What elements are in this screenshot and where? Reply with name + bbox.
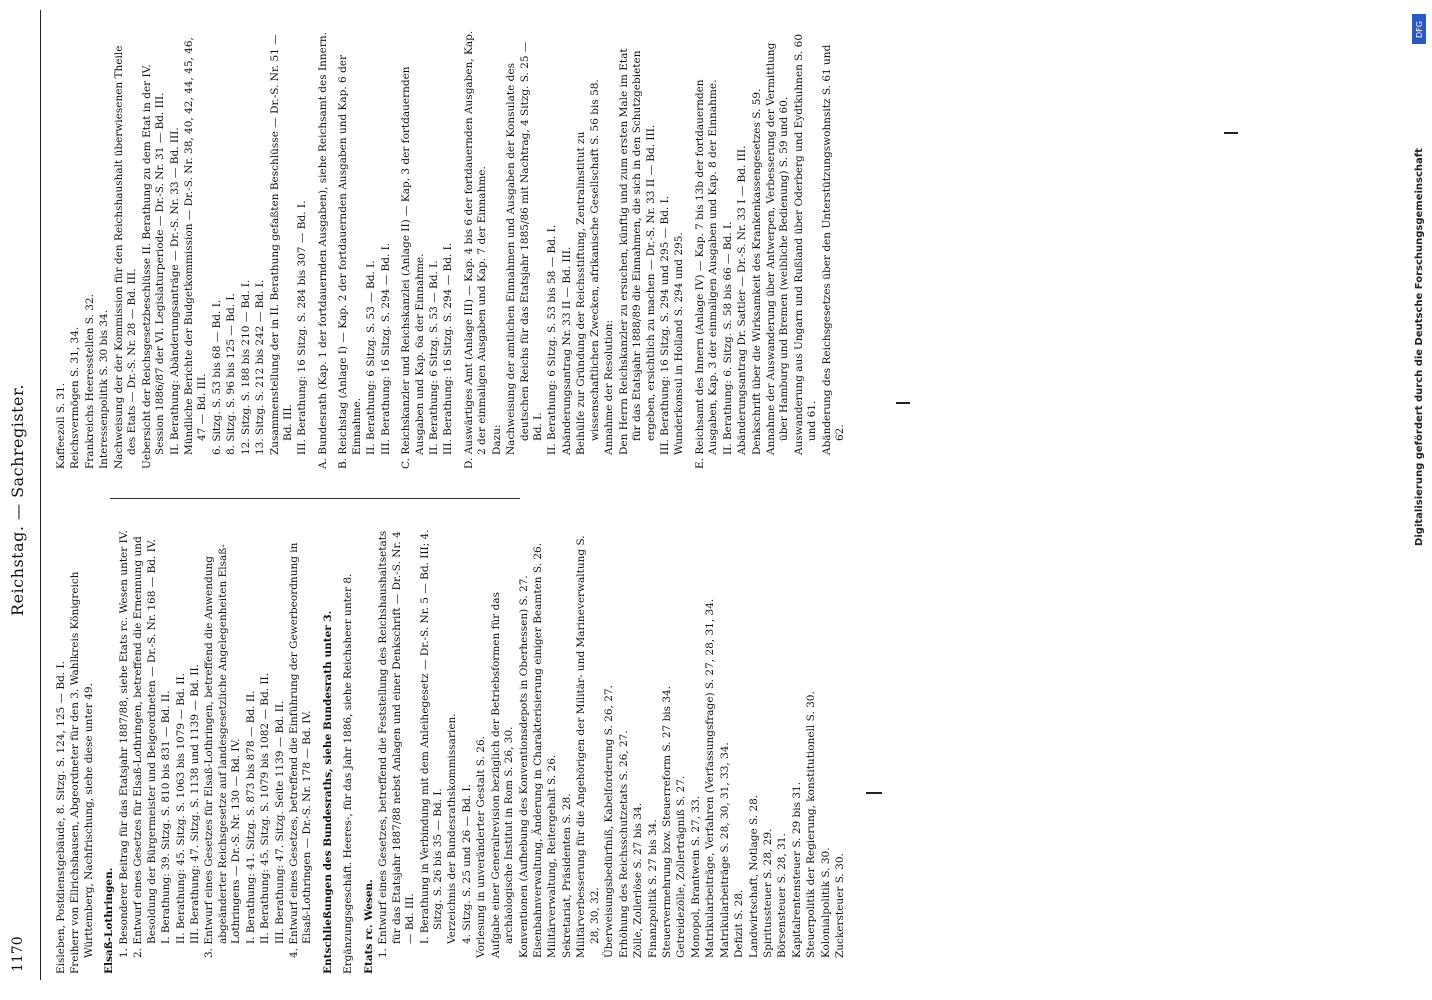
- index-entry: E. Reichsamt des Innern (Anlage IV) — Kap. 7 bis 13b der fortdauernden Ausgaben, Kap. 3 der einmaligen Ausgaben und Kap. 8 der Einnahme.: [693, 79, 720, 469]
- index-entry: Nachweisung der der Kommission für den Reichshaushalt überwiesenen Theile des Etats — Dr.-S. Nr. 28 — Bd. III.: [112, 45, 139, 469]
- index-entry: Den Herrn Reichskanzler zu ersuchen, künftig und zum ersten Male im Etat für das Etatsjahr 1888/89 die Einnahmen, die sich in den Schutzgebieten ergeben, ersichtlich zu machen — Dr.-S. Nr. 33 II — Bd. III.: [617, 48, 657, 455]
- index-entry: Zusammenstellung der in II. Berathung gefaßten Beschlüsse — Dr.-S. Nr. 51 — Bd. III.: [268, 34, 294, 455]
- dfg-logo: [1412, 14, 1426, 44]
- index-entry: 8. Sitzg. S. 96 bis 125 — Bd. I.: [225, 293, 238, 455]
- index-entry: Denkschrift über die Wirksamkeit des Krankenkassengesetzes S. 59.: [750, 88, 763, 455]
- index-entry: Eisleben, Postdienstgebäude, 8. Sitzg. S. 124, 125 — Bd. I.: [55, 661, 67, 974]
- index-entry: Finanzpolitik S. 27 bis 34.: [646, 819, 659, 958]
- index-entry: Erhöhung des Reichsschutzetats S. 26, 27.: [617, 730, 630, 958]
- index-entry: Spiritussteuer S. 28, 29.: [762, 828, 774, 958]
- index-entry: 12. Sitzg. S. 188 bis 210 — Bd. I.: [239, 279, 252, 455]
- index-entry: 13. Sitzg. S. 212 bis 242 — Bd. I.: [254, 279, 267, 455]
- index-entry: Eisenbahnverwaltung, Änderung in Charakterisierung einiger Beamten S. 26.: [532, 542, 544, 958]
- index-entry: Matrikularbeiträge, Verfahren (Verfassungsfrage) S. 27, 28, 31, 34.: [704, 598, 717, 958]
- index-entry: Militärverwaltung, Reitergehalt S. 26.: [546, 754, 559, 958]
- index-entry: Auswanderung aus Ungarn und Rußland über Oderberg und Eydtkuhnen S. 60 und 61.: [792, 33, 819, 455]
- index-entry: D. Auswärtiges Amt (Anlage III) — Kap. 4 bis 6 der fortdauernden Ausgaben, Kap. 2 der einmaligen Ausgaben und Kap. 7 der Einnahme.: [462, 30, 489, 469]
- index-entry: Überweisungsbedürfniß, Kabelforderung S. 26, 27.: [603, 685, 616, 958]
- left-column: [55, 519, 849, 974]
- index-entry: II. Berathung: Abänderungsanträge — Dr.-S. Nr. 33 — Bd. III.: [168, 127, 181, 455]
- index-entry: III. Berathung: 47. Sitzg. Seite 1139 — Bd. II.: [273, 700, 286, 944]
- index-entry: Annahme der Auswanderung über Antwerpen, Verbesserung der Vermittlung über Hamburg und Bremen (weibliche Bedienung) S. 59 und 60.: [765, 42, 791, 455]
- column-divider: [110, 498, 520, 499]
- index-entry: Reichsvermögen S. 31, 34.: [69, 326, 82, 469]
- index-entry: Defizit S. 28.: [733, 889, 746, 958]
- index-entry: Interessenpolitik S. 30 bis 34.: [98, 309, 111, 469]
- index-entry: II. Berathung: 6. Sitzg. S. 58 bis 66 — Bd. I.: [721, 221, 734, 455]
- index-entry: 1. Besonderer Beitrag für das Etatsjahr 1887/88, siehe Etats rc. Wesen unter IV.: [117, 530, 130, 958]
- index-entry: 4. Entwurf eines Gesetzes, betreffend die Einführung der Gewerbeordnung in Elsaß-Lothringen — Dr.-S. Nr. 178 — Bd. IV.: [288, 542, 314, 958]
- index-entry: Steuervermehrung bzw. Steuerreform S. 27 bis 34.: [660, 685, 673, 958]
- index-entry: Elsaß-Lothringen.: [103, 867, 116, 974]
- index-entry: B. Reichstag (Anlage I) — Kap. 2 der fortdauernden Ausgaben und Kap. 6 der Einnahme.: [337, 54, 363, 469]
- index-entry: Vorlesung in unveränderter Gestalt S. 26.: [475, 736, 488, 958]
- index-entry: 3. Entwurf eines Gesetzes für Elsaß-Lothringen, betreffend die Anwendung abgeänderter Reichsgesetze auf landesgesetzliche Angelegenheiten Elsaß-Lothringens — Dr.-S. Nr. 130 — Bd. IV.: [203, 544, 243, 958]
- index-entry: 2. Entwurf eines Gesetzes für Elsaß-Lothringen, betreffend die Ernennung und Besoldung der Bürgermeister und Beigeordneten — Dr.-S. Nr. 168 — Bd. IV.: [132, 536, 158, 958]
- page-number: 1170: [10, 936, 26, 972]
- index-entry: III. Berathung: 16 Sitzg. S. 294 und 295 — Bd. I.: [658, 195, 671, 455]
- index-entry: 1. Entwurf eines Gesetzes, betreffend die Feststellung des Reichshaushaltsetats für das Etatsjahr 1887/88 nebst Anlagen und einer Denkschrift — Dr.-S. Nr. 4 — Bd. III.: [377, 530, 417, 958]
- index-entry: III. Berathung: 47. Sitzg. S. 1138 und 1139 — Bd. II.: [188, 664, 201, 944]
- index-entry: Dazu:: [490, 424, 503, 455]
- margin-mark: [896, 402, 910, 404]
- index-entry: Abänderungsantrag Nr. 33 II — Bd. III.: [560, 246, 573, 455]
- index-entry: 6. Sitzg. S. 53 bis 68 — Bd. I.: [210, 299, 223, 455]
- right-column: [55, 30, 849, 485]
- index-entry: Zuckersteuer S. 30.: [834, 853, 847, 958]
- index-entry: Kolonialpolitik S. 30.: [819, 847, 832, 958]
- running-title: Reichstag. — Sachregister.: [8, 384, 27, 616]
- index-entry: II. Berathung: 45. Sitzg. S. 1063 bis 1079 — Bd. II.: [174, 672, 187, 944]
- index-entry: II. Berathung: 6 Sitzg. S. 53 — Bd. I.: [365, 260, 378, 455]
- index-entry: Landwirtschaft, Notlage S. 28.: [747, 794, 760, 958]
- index-entry: II. Berathung: 6 Sitzg. S. 53 — Bd. I.: [427, 260, 440, 455]
- index-entry: III. Berathung: 16 Sitzg. S. 284 bis 307 — Bd. I.: [296, 200, 309, 455]
- index-entry: Annahme der Resolution:: [603, 319, 616, 455]
- index-entry: Wunderkonsul in Holland S. 294 und 295.: [673, 232, 686, 455]
- index-entry: 4. Sitzg. S. 25 und 26 — Bd. I.: [460, 784, 473, 944]
- index-entry: Uebersicht der Reichsgesetzbeschlüsse II. Berathung zu dem Etat in der IV. Session 1886/87 der VI. Legislaturperiode — Dr.-S. Nr. 31 — Bd. III.: [140, 64, 167, 469]
- index-entry: Monopol, Brantwein S. 27, 33.: [689, 795, 702, 958]
- index-entry: Sekretariat, Präsidenten S. 28.: [560, 793, 573, 958]
- index-entry: Kapitalrentensteuer S. 29 bis 31.: [790, 781, 803, 958]
- index-entry: Ergänzungsgeschäft. Heeres-, für das Jahr 1886, siehe Reichsheer unter 8.: [342, 573, 355, 974]
- index-entry: Steuerpolitik der Regierung, konstitutionell S. 30.: [805, 691, 818, 958]
- index-entry: I. Berathung: 41. Sitzg. S. 873 bis 878 — Bd. II.: [244, 690, 257, 944]
- index-entry: A. Bundesrath (Kap. 1 der fortdauernden Ausgaben), siehe Reichsamt des Innern.: [316, 32, 329, 469]
- index-entry: I. Berathung: 39. Sitzg. S. 810 bis 831 — Bd. II.: [160, 690, 173, 944]
- digitization-credit: Digitalisierung gefördert durch die Deutsche Forschungsgemeinschaft: [1414, 148, 1425, 546]
- margin-mark: [1224, 132, 1238, 134]
- index-entry: Beihülfe zur Gründung der Reichsstiftung, Zentralinstitut zu wissenschaftlichen Zwecken, afrikanische Gesellschaft S. 56 bis 58.: [575, 79, 601, 455]
- index-entry: Getreidezölle, Zollerträgniß S. 27.: [675, 775, 688, 958]
- index-entry: Freiherr von Ellrichshausen, Abgeordneter für den 3. Wahlkreis Königreich Württemberg, Nachfrischung, siehe diese unter 49.: [69, 571, 95, 974]
- index-entry: Verzeichnis der Bundesrathskommissarien.: [446, 713, 459, 944]
- index-entry: Aufgabe einer Generalrevision bezüglich der Betriebsformen für das archäologische Institut in Rom S. 26, 30.: [489, 592, 516, 958]
- margin-mark: [866, 792, 882, 794]
- index-entry: Abänderungsantrag Dr. Sattler — Dr.-S. Nr. 33 I — Bd. III.: [736, 145, 749, 455]
- index-entry: Börsensteuer S. 28, 31.: [776, 833, 789, 958]
- index-entry: Militärverbesserung für die Angehörigen der Militär- und Marineverwaltung S. 28, 30, 32.: [575, 535, 601, 958]
- index-entry: Frankreichs Heeresstellen S. 32.: [83, 294, 96, 469]
- digitization-footer: [1411, 10, 1427, 990]
- index-entry: Entschließungen des Bundesraths, siehe Bundesrath unter 3.: [321, 610, 334, 974]
- index-entry: Matrikularbeiträge S. 28, 30, 31, 33, 34.: [718, 742, 731, 958]
- index-entry: C. Reichskanzler und Reichskanzlei (Anlage II) — Kap. 3 der fortdauernden Ausgaben und Kap. 6a der Einnahme.: [400, 66, 426, 469]
- dfg-logo-text: DFG: [1414, 20, 1424, 38]
- index-entry: II. Berathung: 6 Sitzg. S. 53 bis 58 — Bd. I.: [546, 224, 559, 455]
- index-entry: Nachweisung der amtlichen Einnahmen und Ausgaben der Konsulate des deutschen Reichs für das Etatsjahr 1885/86 mit Nachtrag, 4 Sitzg. S. 25 — Bd. I.: [505, 41, 544, 455]
- index-entry: Konventionen (Aufhebung des Konventionsdepots in Oberhessen) S. 27.: [517, 575, 530, 958]
- page-header: [0, 0, 40, 1000]
- index-entry: Zölle, Zollerlöse S. 27 bis 34.: [632, 802, 645, 958]
- index-entry: I. Berathung in Verbindung mit dem Anleihegesetz — Dr.-S. Nr. 5 — Bd. III; 4. Sitzg. S. 26 bis 35 — Bd. I.: [418, 529, 444, 944]
- index-entry: Etats rc. Wesen.: [362, 879, 375, 974]
- index-entry: Kaffeezoll S. 31.: [55, 382, 67, 469]
- index-entry: II. Berathung: 45. Sitzg. S. 1079 bis 1082 — Bd. II.: [259, 672, 272, 944]
- header-rule: [40, 10, 41, 980]
- index-entry: Mündliche Berichte der Budgetkommission — Dr.-S. Nr. 38, 40, 42, 44, 45, 46, 47 — Bd. III.: [182, 37, 209, 455]
- index-entry: III. Berathung: 16 Sitzg. S. 294 — Bd. I.: [379, 242, 392, 455]
- index-entry: III. Berathung: 16 Sitzg. S. 294 — Bd. I.: [442, 242, 455, 455]
- index-entry: Abänderung des Reichsgesetzes über den Unterstützungswohnsitz S. 61 und 62.: [820, 44, 847, 455]
